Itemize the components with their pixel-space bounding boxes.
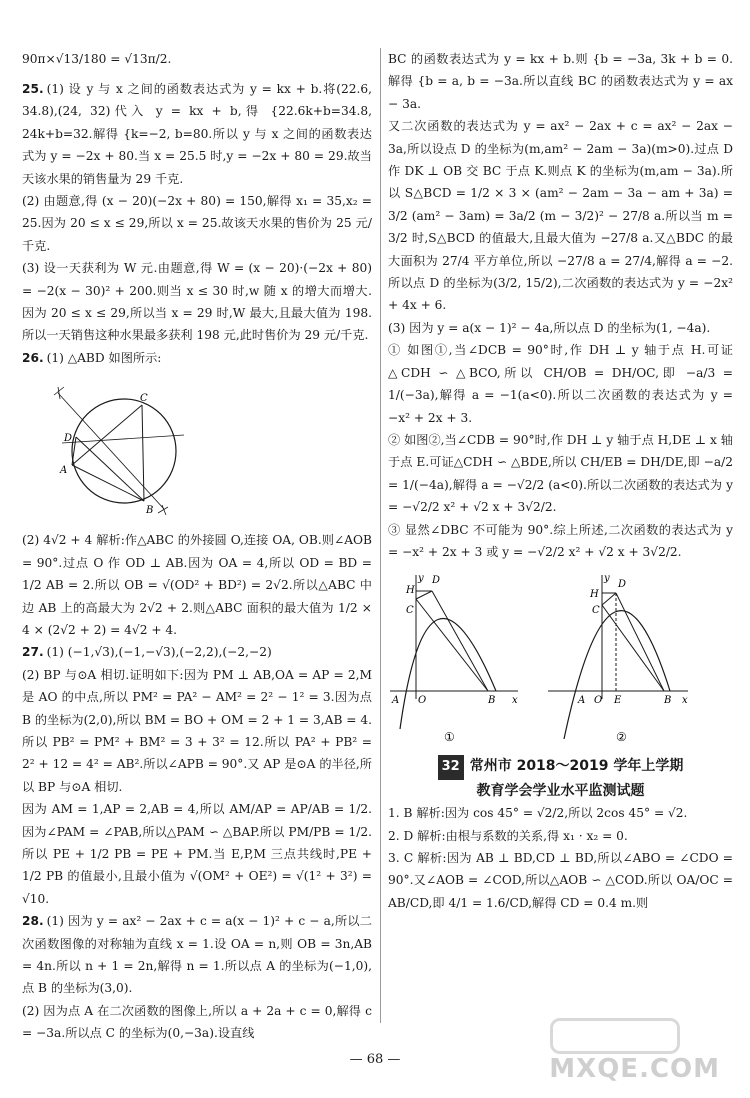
question-27 — [22, 641, 372, 910]
left-column — [22, 48, 372, 1045]
arc-mark-bottom — [158, 505, 168, 515]
label-d: D — [64, 433, 73, 445]
q28-number: 28. — [22, 914, 44, 929]
watermark: MXQE.COM — [549, 1054, 720, 1084]
q25-part2: (2) 由题意,得 (x − 20)(−2x + 80) = 150,解得 x₁ = 35,x₂ = 25.因为 20 ≤ x ≤ 29,所以 x = 25.故该天水果的售价为 25 元/千克. — [22, 194, 372, 253]
fig2-number: ② — [616, 730, 627, 745]
parabola-diagrams — [388, 569, 733, 749]
q27-part2: (2) BP 与⊙A 相切.证明如下:因为 PM ⊥ AB,OA = AP = 2,M 是 AO 的中点,所以 PM² = PA² − AM² = 2² − 1² = 3.因为点 B 的坐标为(2,0),所以 BM = BO + OM = 2 + 1 = 3,AB = 4.所以 PB² = PM² + BM² = 3 + 3² = 12.所以 PA² + PB² = 2² + 12 = 4² = AB².所以∠APB = 90°.又 AP 是⊙A 的半径,所以 BP 与⊙A 相切. — [22, 667, 372, 794]
answer-3: 3. C 解析:因为 AB ⊥ BD,CD ⊥ BD,所以∠ABO = ∠CDO = 90°.又∠AOB = ∠COD,所以△AOB ∽ △COD.所以 OA/OC = AB/CD,即 4/1 = 1.6/CD,解得 CD = 0.4 m.则 — [388, 850, 733, 910]
fig2-label-x: x — [682, 695, 688, 707]
fig1-label-d: D — [432, 575, 441, 587]
fig2-cd — [602, 593, 616, 605]
construction-line — [62, 435, 184, 443]
figure-1 — [390, 573, 518, 744]
q27-part1: 27. (1) (−1,√3),(−1,−√3),(−2,2),(−2,−2) — [22, 645, 272, 660]
fig1-label-b: B — [488, 695, 496, 707]
q28-part1: 28. (1) 因为 y = ax² − 2ax + c = a(x − 1)² + c − a,所以二次函数图像的对称轴为直线 x = 1.设 OA = n,则 OB = 3n,AB = 4n.所以 n + 1 = 2n,解得 n = 1.所以点 A 的坐标为(−1,0),点 B 的坐标为(3,0). — [22, 914, 372, 996]
fig2-label-y: y — [604, 573, 610, 585]
q26-number: 26. — [22, 350, 44, 365]
q28-cont-p1: BC 的函数表达式为 y = kx + b.则 {b = −3a, 3k + b = 0.解得 {b = a, b = −3a.所以直线 BC 的函数表达式为 y = ax − 3a. — [388, 52, 733, 111]
fig2-label-h: H — [590, 589, 599, 601]
watermark-logo-frame — [550, 1018, 680, 1054]
q25-number: 25. — [22, 82, 44, 96]
fig2-label-a: A — [578, 695, 586, 707]
q28-case3: ③ 显然∠DBC 不可能为 90°.综上所述,二次函数的表达式为 y = −x² + 2x + 3 或 y = −√2/2 x² + √2 x + 3√2/2. — [388, 522, 733, 559]
figure-2 — [548, 573, 688, 744]
fig2-label-o: O — [594, 695, 603, 707]
column-divider — [380, 48, 381, 1023]
question-28 — [22, 910, 372, 1044]
circle-construction-diagram — [52, 373, 192, 523]
segment-db — [76, 437, 144, 501]
fig1-parabola — [400, 619, 496, 729]
q28-case1: ① 如图①,当∠DCB = 90°时,作 DH ⊥ y 轴于点 H.可证△CDH ∽ △BCO,所以 CH/OB = DH/OC,即 −a/3 = 1/(−3a),解得 a = −1(a<0).所以二次函数的表达式为 y = −x² + 2x + 3. — [388, 343, 733, 425]
segment-ac — [72, 405, 142, 465]
fig1-label-x: x — [512, 695, 518, 707]
fig1-label-a: A — [392, 695, 400, 707]
parabola-figures — [388, 569, 733, 749]
section-title-line2: 教育学会学业水平监测试题 — [476, 782, 645, 799]
fig2-label-e: E — [614, 695, 622, 707]
fig2-db — [616, 593, 664, 691]
fig1-label-y: y — [418, 573, 424, 585]
q27-part3: 因为 AM = 1,AP = 2,AB = 4,所以 AM/AP = AP/AB = 1/2.因为∠PAM = ∠PAB,所以△PAM ∽ △BAP.所以 PM/PB = 1/2.所以 PE + 1/2 PB = PE + PM.当 E,P,M 三点共线时,PE + 1/2 PB 的值最小,且最小值为 √(OM² + OE²) = √(1² + 3²) = √10. — [22, 802, 372, 906]
section-heading — [388, 755, 733, 802]
q27-number: 27. — [22, 645, 44, 660]
fig2-label-b: B — [664, 695, 672, 707]
fig2-label-d: D — [618, 579, 627, 591]
label-b: B — [146, 505, 154, 517]
question-26 — [22, 347, 372, 641]
section-title-line1: 常州市 2018～2019 学年上学期 — [469, 758, 684, 775]
question-25 — [22, 78, 372, 347]
q25-part1: 25. (1) 设 y 与 x 之间的函数表达式为 y = kx + b.将(22.6, 34.8),(24, 32)代入 y = kx + b,得 {22.6k+b=34.8, 24k+b=32.解得 {k=−2, b=80.所以 y 与 x 之间的函数表达式为 y = −2x + 80.当 x = 25.5 时,y = −2x + 80 = 29.故当天该水果的销售量为 29 千克. — [22, 82, 372, 186]
answer-2: 2. D 解析:由根与系数的关系,得 x₁ · x₂ = 0. — [388, 828, 628, 843]
top-formula: 90π×√13/180 = √13π/2. — [22, 52, 172, 66]
q25-part3: (3) 设一天获利为 W 元.由题意,得 W = (x − 20)·(−2x + 80) = −2(x − 30)² + 200.则当 x ≤ 30 时,w 随 x 的增大而增大.因为 20 ≤ x ≤ 29,所以当 x = 29 时,W 最大,且最大值为 198.所以一天销售这种水果最多获利 198 元,此时售价为 29 元/千克. — [22, 261, 372, 343]
fig1-db — [432, 591, 488, 691]
label-a: A — [60, 465, 68, 477]
fig1-number: ① — [444, 730, 455, 745]
section-badge: 32 — [438, 755, 464, 779]
fig1-cd — [416, 591, 432, 599]
right-column — [388, 48, 733, 914]
q28-part2: (2) 因为点 A 在二次函数的图像上,所以 a + 2a + c = 0,解得 c = −3a.所以点 C 的坐标为(0,−3a).设直线 — [22, 1003, 372, 1041]
answer-1: 1. B 解析:因为 cos 45° = √2/2,所以 2cos 45° = √2. — [388, 806, 688, 821]
label-c: C — [140, 393, 148, 405]
fig2-parabola — [564, 611, 670, 739]
q26-part1: 26. (1) △ABD 如图所示: — [22, 350, 162, 365]
arc-mark-top — [54, 387, 64, 399]
fig1-label-o: O — [418, 695, 427, 707]
q28-case2: ② 如图②,当∠CDB = 90°时,作 DH ⊥ y 轴于点 H,DE ⊥ x 轴于点 E.可证△CDH ∽ △BDE,所以 CH/EB = DH/DE,即 −a/2 = 1/(−4a),解得 a = −√2/2 (a<0).所以二次函数的表达式为 y = −√2/2 x² + √2 x + 3√2/2. — [388, 432, 733, 515]
fig1-label-c: C — [406, 605, 414, 617]
fig1-label-h: H — [406, 585, 415, 597]
q28-cont-p3: (3) 因为 y = a(x − 1)² − 4a,所以点 D 的坐标为(1, −4a). — [388, 320, 711, 335]
q26-part2: (2) 4√2 + 4 解析:作△ABC 的外接圆 O,连接 OA, OB.则∠AOB = 90°.过点 O 作 OD ⊥ AB.因为 OA = 4,所以 OD = BD = 1/2 AB = 2.所以 OB = √(OD² + BD²) = 2√2.所以△ABC 中边 AB 上的高最大为 2√2 + 2.则△ABC 面积的最大值为 1/2 × 4 × (2√2 + 2) = 4√2 + 4. — [22, 533, 372, 637]
q28-cont-p2: 又二次函数的表达式为 y = ax² − 2ax + c = ax² − 2ax − 3a,所以设点 D 的坐标为(m,am² − 2am − 3a)(m>0).过点 D 作 DK ⊥ OB 交 BC 于点 K.则点 K 的坐标为(m,am − 3a).所以 S△BCD = 1/2 × 3 × (am² − 2am − 3a − am + 3a) = 3/2 (am² − 3am) = 3a/2 (m − 3/2)² − 27/8 a.所以当 m = 3/2 时,S△BCD 的值最大,且最大值为 −27/8 a.又△BDC 的最大面积为 27/4 平方单位,所以 −27/8 a = 27/4,解得 a = −2.所以点 D 的坐标为(3/2, 15/2),二次函数的表达式为 y = −2x² + 4x + 6. — [388, 119, 733, 313]
fig2-label-c: C — [592, 605, 600, 617]
fig1-cb — [416, 599, 488, 691]
q26-circle-figure — [52, 373, 372, 523]
page-number: — 68 — — [349, 1052, 401, 1067]
